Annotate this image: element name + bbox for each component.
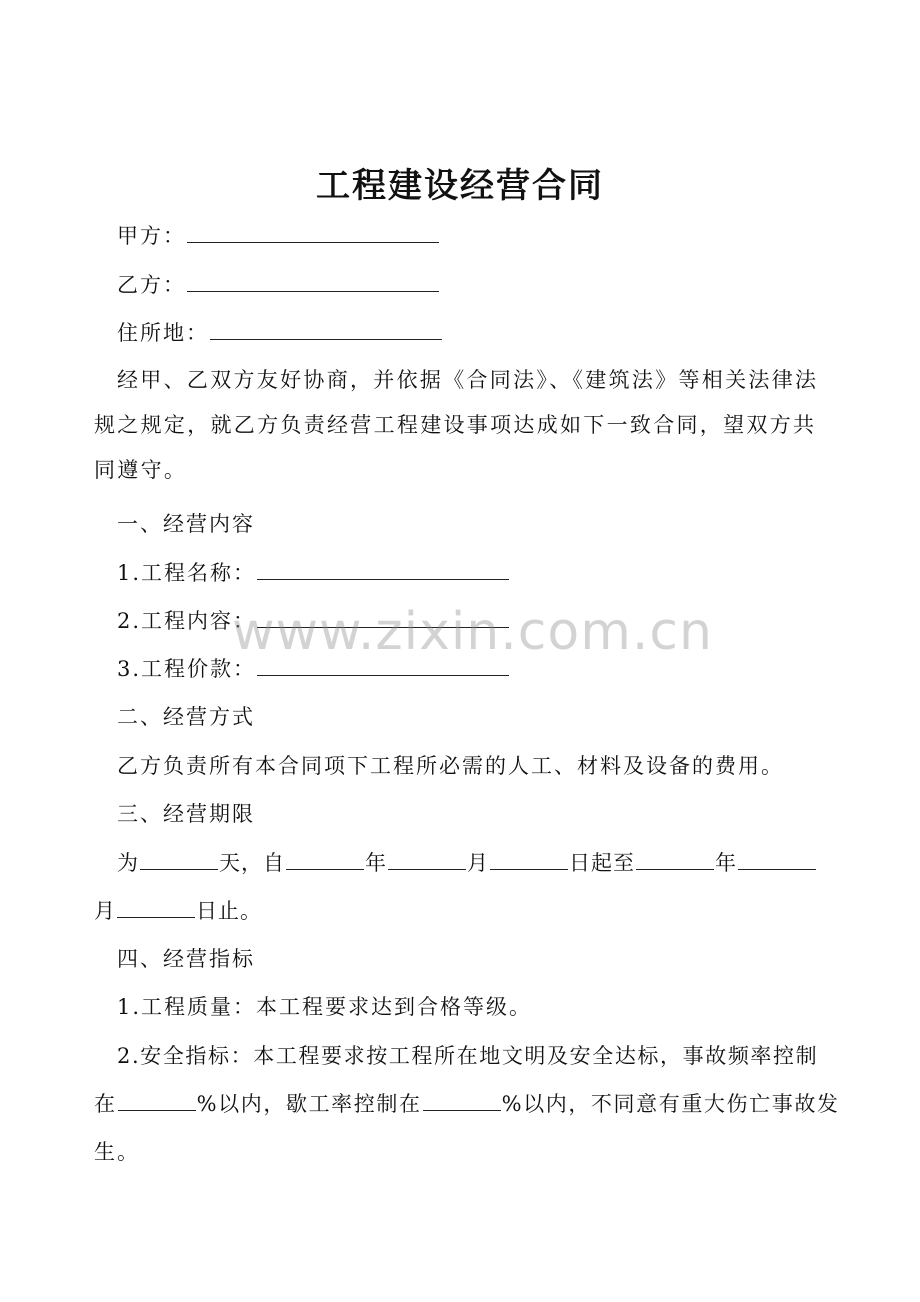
- watermark: www.zixin.com.cn: [232, 602, 713, 662]
- period-tian: 天，自: [219, 851, 285, 875]
- item4-2-pct1: %以内，歇工率控制在: [196, 1092, 422, 1116]
- item1-2-label: 2.工程内容：: [117, 609, 257, 633]
- item4-2-line-1: 2.安全指标：本工程要求按工程所在地文明及安全达标，事故频率控制: [117, 1044, 819, 1068]
- period-wei: 为: [117, 851, 139, 875]
- address-label: 住所地：: [117, 321, 209, 345]
- party-b-blank: [187, 271, 439, 292]
- days-blank: [140, 849, 218, 870]
- intro-paragraph: 经甲、乙双方友好协商，并依据《合同法》、《建筑法》等相关法律法规之规定，就乙方负责经营工程建设事项达成如下一致合同，望双方共同遵守。: [94, 368, 819, 482]
- accident-rate-blank: [118, 1090, 196, 1111]
- period-nian2: 年: [715, 851, 737, 875]
- item4-2-line-3: 生。: [94, 1140, 140, 1164]
- period-line-1: [117, 849, 817, 877]
- project-name-blank: [257, 559, 509, 580]
- section2-body: 乙方负责所有本合同项下工程所必需的人工、材料及设备的费用。: [117, 754, 784, 778]
- start-day-blank: [490, 849, 568, 870]
- party-a-label: 甲方：: [117, 224, 186, 248]
- project-price-blank: [257, 655, 509, 676]
- item1-3-label: 3.工程价款：: [117, 657, 257, 681]
- section3-title: 三、经营期限: [117, 802, 255, 826]
- party-b-line: [117, 271, 440, 299]
- downtime-rate-blank: [423, 1090, 501, 1111]
- start-year-blank: [286, 849, 364, 870]
- item1-2-line: [117, 607, 510, 635]
- project-content-blank: [257, 607, 509, 628]
- document-title: 工程建设经营合同: [316, 166, 604, 206]
- item1-1-label: 1.工程名称：: [117, 561, 257, 585]
- section2-title: 二、经营方式: [117, 705, 255, 729]
- address-line: [117, 319, 443, 347]
- period-yue1: 月: [467, 851, 489, 875]
- item1-1-line: [117, 559, 510, 587]
- item4-2-zai: 在: [94, 1092, 117, 1116]
- end-day-blank: [117, 897, 195, 918]
- party-b-label: 乙方：: [117, 273, 186, 297]
- period-yue2: 月: [94, 899, 116, 923]
- section4-title: 四、经营指标: [117, 947, 255, 971]
- end-year-blank: [636, 849, 714, 870]
- item4-2-line-2: [94, 1090, 840, 1118]
- section1-title: 一、经营内容: [117, 512, 255, 536]
- party-a-blank: [187, 222, 439, 243]
- period-ri-qizhi: 日起至: [569, 851, 635, 875]
- period-ri-zhi: 日止。: [196, 899, 262, 923]
- party-a-line: [117, 222, 440, 250]
- period-line-2: [94, 897, 262, 925]
- item4-1: 1.工程质量：本工程要求达到合格等级。: [117, 995, 533, 1019]
- start-month-blank: [388, 849, 466, 870]
- item1-3-line: [117, 655, 510, 683]
- item4-2-pct2: %以内，不同意有重大伤亡事故发: [501, 1092, 840, 1116]
- address-blank: [210, 319, 442, 340]
- end-month-blank-a: [738, 849, 816, 870]
- period-nian1: 年: [365, 851, 387, 875]
